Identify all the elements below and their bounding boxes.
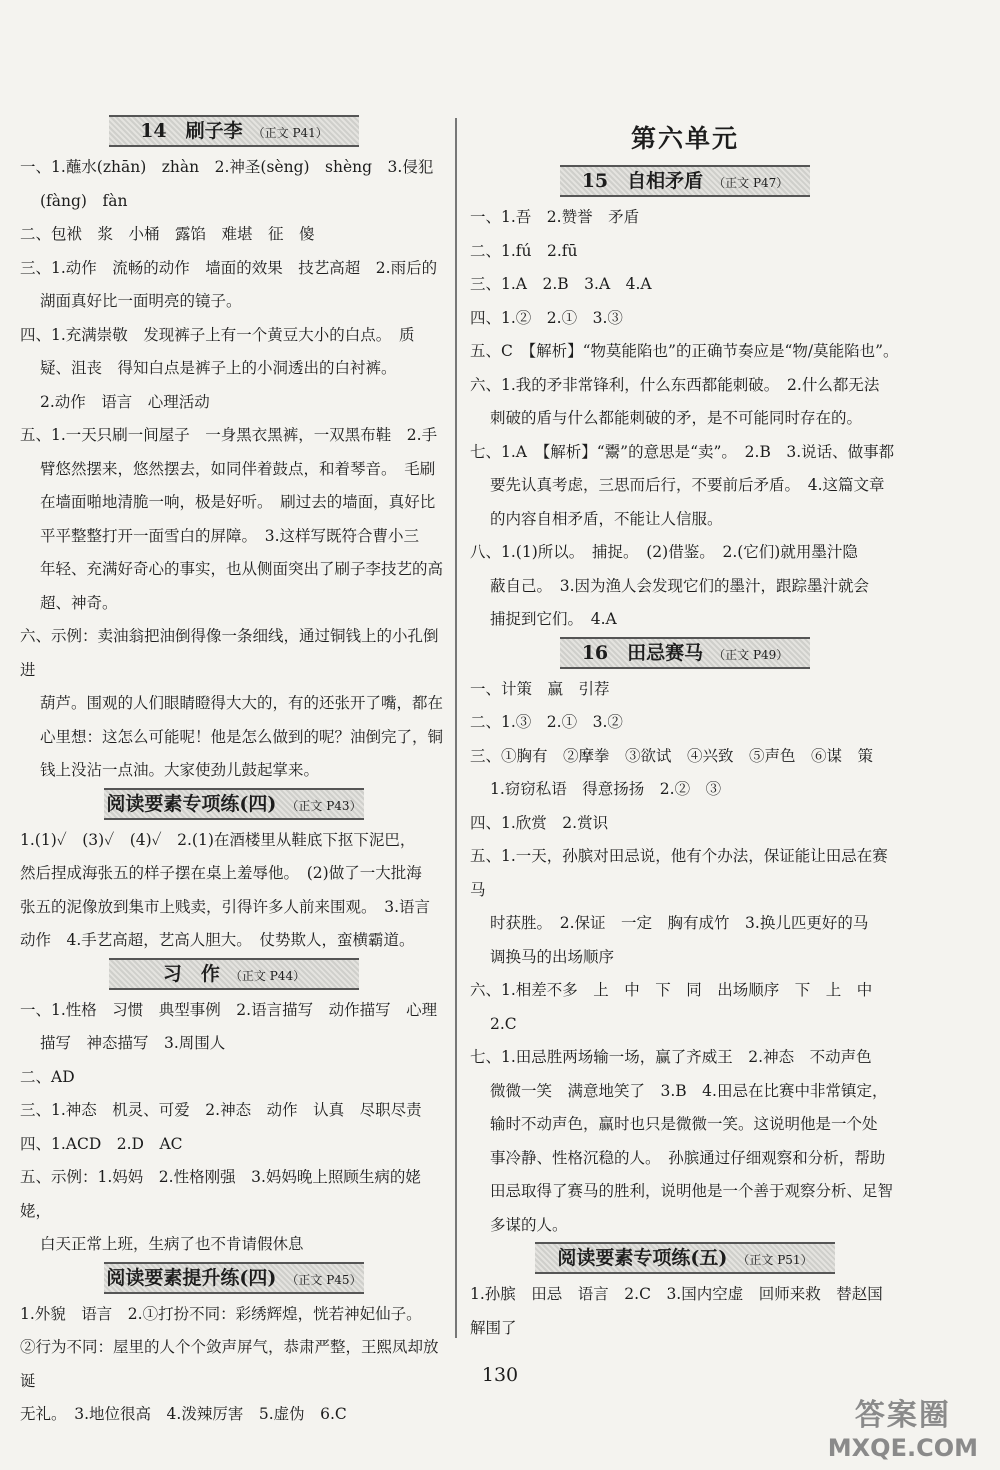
- page-ref: （正文 P51）: [737, 1253, 813, 1267]
- answer-line: 三、1.A 2.B 3.A 4.A: [470, 275, 652, 293]
- answer-line: 然后捏成海张五的样子摆在桌上羞辱他。 (2)做了一大批海: [20, 864, 422, 882]
- answer-line: 年轻、充满好奇心的事实，也从侧面突出了刷子李技艺的高: [40, 560, 444, 578]
- answer-line: 六、1.相差不多 上 中 下 同 出场顺序 下 上 中: [470, 981, 873, 999]
- answer-line: 事冷静、性格沉稳的人。 孙膑通过仔细观察和分析，帮助: [490, 1148, 886, 1167]
- section-body-14: [20, 151, 448, 788]
- answer-line: 五、1.一天只刷一间屋子 一身黑衣黑裤，一双黑布鞋 2.手: [20, 426, 438, 444]
- answer-line: 七、1.A 【解析】“鬻”的意思是“卖”。 2.B 3.说话、做事都: [470, 442, 895, 461]
- answer-line: 刺破的盾与什么都能刺破的矛，是不可能同时存在的。: [490, 409, 863, 427]
- answer-line: 二、AD: [20, 1067, 75, 1086]
- answer-line: 1.(1)✓ (3)✓ (4)✓ 2.(1)在酒楼里从鞋底下抠下泥巴，: [20, 830, 416, 849]
- section-body-read4: [20, 824, 448, 958]
- answer-line: 二、1.③ 2.① 3.②: [470, 713, 623, 731]
- section-body-15: [470, 201, 900, 637]
- answer-line: 二、包袱 浆 小桶 露馅 难堪 征 傻: [20, 225, 315, 243]
- answer-line: 2.动作 语言 心理活动: [40, 392, 210, 411]
- page-ref: （正文 P43）: [286, 798, 362, 813]
- answer-line: 一、1.性格 习惯 典型事例 2.语言描写 动作描写 心理: [20, 1000, 438, 1019]
- answer-line: 微微一笑 满意地笑了 3.B 4.田忌在比赛中非常镇定，: [490, 1081, 888, 1100]
- answer-line: 一、计策 赢 引荐: [470, 679, 610, 698]
- unit-title: 第六单元: [630, 124, 739, 153]
- answer-line: 湖面真好比一面明亮的镜子。: [40, 292, 242, 310]
- answer-line: 六、示例：卖油翁把油倒得像一条细线，通过铜钱上的小孔倒进: [20, 627, 439, 679]
- answer-line: 心里想：这怎么可能呢！他是怎么做到的呢？油倒完了，铜: [40, 727, 444, 746]
- left-column: [20, 115, 448, 1432]
- answer-line: 葫芦。围观的人们眼睛瞪得大大的，有的还张开了嘴，都在: [40, 694, 444, 712]
- section-banner-14: [109, 115, 359, 147]
- answer-line: (fàng) fàn: [40, 191, 128, 210]
- answer-line: 疑、沮丧 得知白点是裤子上的小洞透出的白衬裤。: [40, 359, 397, 377]
- watermark-logo: [828, 1390, 978, 1462]
- section-banner-read5: [535, 1242, 835, 1274]
- answer-line: 六、1.我的矛非常锋利，什么东西都能刺破。 2.什么都无法: [470, 375, 880, 394]
- answer-line: 五、示例：1.妈妈 2.性格刚强 3.妈妈晚上照顾生病的姥姥，: [20, 1168, 421, 1220]
- section-title: 16 田忌赛马: [581, 641, 704, 664]
- section-body-xizuo: [20, 994, 448, 1262]
- column-divider: [455, 118, 457, 1338]
- section-banner-16: [560, 637, 810, 669]
- right-column: [470, 115, 900, 1345]
- answer-line: 调换马的出场顺序: [490, 947, 615, 966]
- answer-line: 捕捉到它们。 4.A: [490, 610, 617, 628]
- answer-line: 四、1.欣赏 2.赏识: [470, 813, 609, 832]
- answer-line: 臂悠然摆来，悠然摆去，如同伴着鼓点，和着琴音。 毛刷: [40, 459, 436, 478]
- answer-line: 2.C: [490, 1014, 517, 1033]
- answer-line: 一、1.吾 2.赞誉 矛盾: [470, 208, 640, 226]
- answer-line: 钱上没沾一点油。大家使劲儿鼓起掌来。: [40, 761, 320, 779]
- page-ref: （正文 P49）: [713, 647, 789, 662]
- answer-line: 一、1.蘸水(zhān) zhàn 2.神圣(sèng) shèng 3.侵犯: [20, 158, 434, 176]
- answer-line: 时获胜。 2.保证 一定 胸有成竹 3.换儿匹更好的马: [490, 914, 869, 932]
- section-title: 15 自相矛盾: [581, 170, 704, 192]
- section-title: 阅读要素提升练(四): [106, 1266, 277, 1289]
- section-banner-tisheng4: [104, 1262, 364, 1294]
- answer-line: 超、神奇。: [40, 593, 118, 612]
- page-ref: （正文 P47）: [713, 176, 789, 190]
- answer-line: 1.窃窃私语 得意扬扬 2.② ③: [490, 780, 722, 798]
- answer-line: 描写 神态描写 3.周围人: [40, 1034, 226, 1052]
- section-banner-read4: [104, 788, 364, 820]
- answer-line: 1.孙膑 田忌 语言 2.C 3.国内空虚 回师来救 替赵国: [470, 1285, 883, 1303]
- section-title: 习 作: [162, 962, 220, 985]
- page-ref: （正文 P41）: [252, 126, 328, 140]
- answer-line: 七、1.田忌胜两场输一场，赢了齐威王 2.神态 不动声色: [470, 1048, 872, 1066]
- answer-line: 白天正常上班，生病了也不肯请假休息: [40, 1235, 304, 1253]
- answer-line: 三、1.神态 机灵、可爱 2.神态 动作 认真 尽职尽责: [20, 1101, 422, 1119]
- answer-line: 四、1.ACD 2.D AC: [20, 1134, 183, 1153]
- answer-line: 输时不动声色，赢时也只是微微一笑。这说明他是一个处: [490, 1115, 878, 1133]
- answer-line: 三、1.动作 流畅的动作 墙面的效果 技艺高超 2.雨后的: [20, 258, 438, 277]
- answer-line: 田忌取得了赛马的胜利，说明他是一个善于观察分析、足智: [490, 1182, 894, 1200]
- answer-line: 三、①胸有 ②摩拳 ③欲试 ④兴致 ⑤声色 ⑥谋 策: [470, 746, 874, 765]
- answer-line: 要先认真考虑，三思而后行，不要前后矛盾。 4.这篇文章: [490, 476, 885, 494]
- watermark-url: MXQE.COM: [827, 1434, 978, 1462]
- page-ref: （正文 P44）: [229, 968, 306, 983]
- page-ref: （正文 P45）: [286, 1272, 362, 1287]
- answer-line: 五、1.一天，孙膑对田忌说，他有个办法，保证能让田忌在赛马: [470, 847, 888, 899]
- answer-line: 动作 4.手艺高超，艺高人胆大。 仗势欺人，蛮横霸道。: [20, 931, 415, 949]
- answer-line: 的内容自相矛盾，不能让人信服。: [490, 509, 723, 528]
- answer-line: 八、1.(1)所以。 捕捉。 (2)借鉴。 2.(它们)就用墨汁隐: [470, 543, 858, 561]
- answer-line: 在墙面啪地清脆一响，极是好听。 刷过去的墙面，真好比: [40, 493, 436, 511]
- section-title: 阅读要素专项练(四): [106, 792, 277, 815]
- section-body-read5: [470, 1278, 900, 1345]
- answer-line: 1.外貌 语言 2.①打扮不同：彩绣辉煌，恍若神妃仙子。: [20, 1304, 422, 1323]
- answer-line: 四、1.② 2.① 3.③: [470, 308, 623, 327]
- section-title: 阅读要素专项练(五): [557, 1247, 728, 1269]
- answer-line: 蔽自己。 3.因为渔人会发现它们的墨汁，跟踪墨汁就会: [490, 576, 870, 595]
- answer-line: 平平整整打开一面雪白的屏障。 3.这样写既符合曹小三: [40, 526, 420, 545]
- answer-line: 二、1.fú 2.fū: [470, 241, 578, 260]
- answer-line: 四、1.充满崇敬 发现裤子上有一个黄豆大小的白点。 质: [20, 325, 415, 344]
- answer-line: 无礼。 3.地位很高 4.泼辣厉害 5.虚伪 6.C: [20, 1405, 347, 1423]
- answer-line: 张五的泥像放到集市上贱卖，引得许多人前来围观。 3.语言: [20, 897, 431, 916]
- answer-line: ②行为不同：屋里的人个个敛声屏气，恭肃严整，王熙凤却放诞: [20, 1338, 439, 1390]
- page-number: 130: [481, 1364, 519, 1386]
- answer-line: 多谋的人。: [490, 1215, 568, 1234]
- section-title: 14 刷子李: [140, 120, 243, 142]
- watermark-title: 答案圈: [854, 1398, 951, 1433]
- section-banner-xizuo: [109, 958, 359, 990]
- section-banner-15: [560, 165, 810, 197]
- answer-line: 解围了: [470, 1318, 517, 1337]
- answer-line: 五、C 【解析】“物莫能陷也”的正确节奏应是“物/莫能陷也”。: [470, 342, 899, 360]
- section-body-16: [470, 673, 900, 1243]
